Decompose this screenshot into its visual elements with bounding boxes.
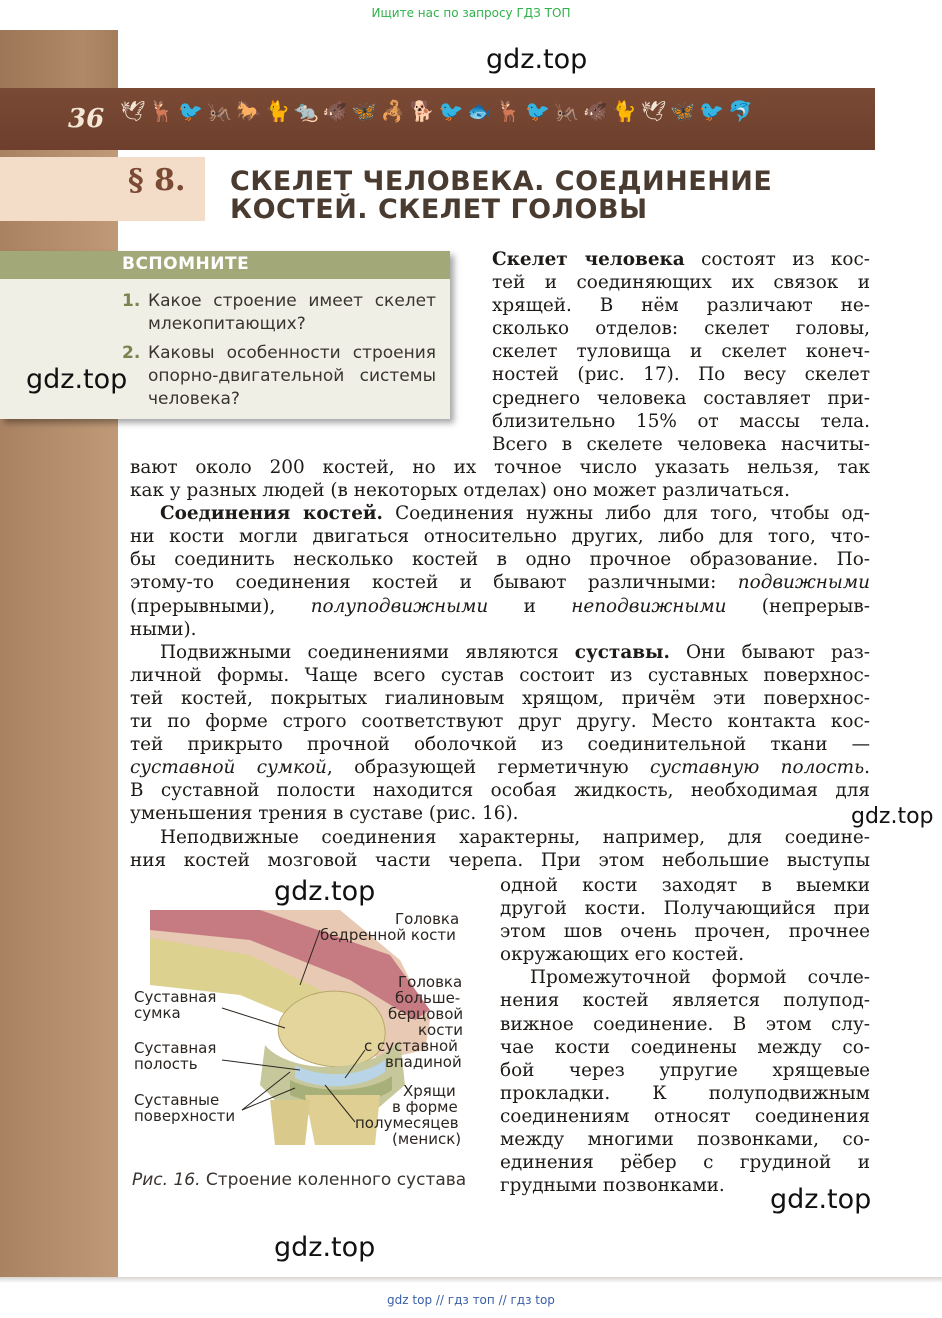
- text-line: нения костей является полупод-: [500, 990, 870, 1012]
- text-line: [492, 248, 870, 271]
- figure-label: сумка: [134, 1004, 181, 1022]
- text-line: личной формы. Чаще всего сустав состоит из суставных поверхнос-: [130, 664, 870, 686]
- text-line: хрящей. В нём различают не-: [492, 295, 870, 317]
- boar-icon: 🐗: [582, 99, 608, 123]
- text-fragment: состоят из кос-: [684, 249, 870, 270]
- text-fragment: .: [864, 757, 870, 779]
- paragraph-skeleton-intro: [492, 248, 870, 456]
- bold-term: Скелет человека: [492, 249, 685, 270]
- main-text-block: [130, 456, 870, 872]
- text-line: ностей (рис. 17). По весу скелет: [492, 364, 870, 386]
- text-fragment: (непрерыв-: [726, 595, 870, 617]
- remember-question: [122, 342, 436, 411]
- text-line: этом шов очень прочен, прочнее: [500, 921, 870, 943]
- italic-term: полуподвижными: [310, 595, 489, 617]
- text-fragment: и: [488, 595, 572, 617]
- text-fragment: Соединения нужны либо для того, чтобы од-: [382, 503, 870, 525]
- figure-label: берцовой: [388, 1005, 464, 1023]
- dolphin-icon: 🐬: [728, 99, 753, 123]
- text-line: Всего в скелете человека насчиты-: [492, 433, 870, 455]
- text-line: тей и соединяющих их связок и: [492, 272, 870, 294]
- remember-question: [122, 290, 436, 336]
- text-line: [130, 571, 870, 594]
- insect-icon: 🦗: [207, 99, 233, 123]
- text-line: грудными позвонками.: [500, 1175, 725, 1197]
- bold-term: Соединения костей.: [160, 503, 383, 525]
- text-line: единения рёбер с грудиной и: [500, 1152, 870, 1174]
- text-line: бой через упругие хрящевые: [500, 1059, 870, 1081]
- watermark: gdz.top: [274, 1232, 376, 1263]
- text-line: прокладки. К полуподвижным: [500, 1082, 870, 1104]
- figure-label: полумесяцев: [355, 1114, 459, 1132]
- cat-icon: 🐈: [265, 99, 290, 123]
- text-line: как у разных людей (в некоторых отделах) оно может различаться.: [130, 480, 791, 502]
- text-line: [130, 641, 870, 664]
- page-bottom-shadow: [0, 1277, 942, 1283]
- text-line: между многими позвонками, со-: [500, 1129, 870, 1151]
- text-line: Промежуточной формой сочле-: [530, 967, 870, 989]
- text-line: уменьшения трения в суставе (рис. 16).: [130, 803, 519, 825]
- watermark: gdz.top: [851, 804, 934, 829]
- question-text: Каковы особенности строения опорно-двигательной системы человека?: [148, 343, 436, 409]
- boar-icon: 🐗: [322, 99, 348, 123]
- text-line: Неподвижные соединения характерны, например, для соедине-: [160, 826, 870, 848]
- right-column-text: [500, 874, 870, 1197]
- italic-term: неподвижными: [571, 595, 727, 617]
- text-line: тей прикрыто прочной оболочкой из соединительной ткани —: [130, 734, 870, 756]
- text-line: ти по форме строго соответствуют друг другу. Место контакта кос-: [130, 711, 870, 733]
- bird-icon: 🐦: [525, 99, 551, 123]
- text-line: тей костей, покрытых гиалиновым хрящом, причём эти поверхнос-: [130, 687, 870, 709]
- bird-icon: 🐦: [699, 99, 724, 123]
- text-line: ния костей мозговой части черепа. При этом небольшие выступы: [130, 849, 870, 871]
- text-line: [130, 502, 870, 525]
- question-number: 2.: [122, 343, 141, 363]
- scorpion-icon: 🦂: [380, 99, 406, 123]
- text-fragment: (прерывными),: [130, 595, 311, 617]
- figure-label: Суставная: [134, 988, 217, 1006]
- text-line: соединениям относят соединения: [500, 1105, 870, 1127]
- bird-icon: 🐦: [438, 99, 464, 123]
- butterfly-icon: 🦋: [351, 99, 377, 123]
- remember-title: ВСПОМНИТЕ: [122, 254, 250, 274]
- butterfly-icon: 🦋: [670, 99, 696, 123]
- text-fragment: Подвижными соединениями являются: [160, 641, 575, 663]
- watermark: gdz.top: [486, 44, 588, 75]
- figure-label: Суставная: [134, 1039, 217, 1057]
- text-line: близительно 15% от массы тела.: [492, 410, 870, 432]
- figure-label: Суставные: [134, 1091, 220, 1109]
- bird-icon: 🕊: [120, 99, 146, 123]
- rat-icon: 🐀: [293, 99, 319, 123]
- text-fragment: , образующей герметичную: [326, 757, 650, 779]
- text-line: среднего человека составляет при-: [492, 387, 870, 409]
- text-line: ными).: [130, 618, 197, 640]
- text-line: одной кости заходят в выемки: [500, 875, 870, 896]
- text-line: В суставной полости находится особая жидкость, необходимая для: [130, 780, 870, 802]
- text-line: другой кости. Получающийся при: [500, 898, 870, 920]
- text-fragment: Они бывают раз-: [669, 641, 870, 663]
- watermark: gdz.top: [274, 876, 376, 907]
- page-number: 36: [68, 104, 105, 134]
- caption-prefix: Рис. 16.: [132, 1170, 201, 1190]
- section-number: § 8.: [128, 163, 186, 198]
- italic-term: суставной сумкой: [130, 757, 327, 779]
- text-line: вают около 200 костей, но их точное число указать нельзя, так: [130, 457, 870, 478]
- question-number: 1.: [122, 291, 141, 311]
- figure-label: с суставной: [364, 1037, 458, 1055]
- bird-icon: 🕊: [640, 99, 667, 123]
- text-line: бы соединить несколько костей в одно прочное образование. По-: [130, 549, 870, 571]
- figure-label: бедренной кости: [320, 926, 456, 944]
- text-line: ни кости могли двигаться относительно других, либо для того, что-: [130, 526, 870, 548]
- figure-label: Хрящи: [403, 1082, 456, 1100]
- text-line: окружающих его костей.: [500, 944, 745, 966]
- title-line-1: СКЕЛЕТ ЧЕЛОВЕКА. СОЕДИНЕНИЕ: [230, 166, 773, 197]
- watermark: gdz.top: [770, 1184, 872, 1215]
- text-line: [130, 595, 870, 618]
- caption-text: Строение коленного сустава: [200, 1170, 467, 1190]
- question-text: Какое строение имеет скелет млекопитающих?: [148, 291, 436, 334]
- text-line: чае кости соединены между со-: [500, 1036, 870, 1058]
- title-line-2: КОСТЕЙ. СКЕЛЕТ ГОЛОВЫ: [230, 194, 648, 225]
- deer-icon: 🦌: [496, 99, 522, 123]
- horse-icon: 🐎: [236, 99, 262, 123]
- watermark: gdz.top: [26, 364, 128, 395]
- animal-silhouettes-ornament: [120, 96, 840, 126]
- figure-label: (мениск): [392, 1130, 462, 1148]
- text-line: скелет туловища и скелет конеч-: [492, 341, 870, 363]
- figure-label: поверхности: [134, 1107, 236, 1125]
- italic-term: суставную полость: [649, 757, 865, 779]
- bold-term: суставы.: [574, 641, 670, 663]
- figure-label: кости: [418, 1021, 463, 1039]
- figure-label: впадиной: [385, 1053, 462, 1071]
- fish-icon: 🐟: [467, 99, 493, 123]
- text-line: сколько отделов: скелет головы,: [492, 318, 870, 340]
- bird-icon: 🐦: [178, 99, 204, 123]
- dog-icon: 🐕: [409, 99, 435, 123]
- figure-label: в форме: [392, 1098, 458, 1116]
- insect-icon: 🦗: [554, 99, 579, 123]
- text-fragment: этому-то соединения костей и бывают различными:: [130, 572, 738, 594]
- figure-label: полость: [134, 1055, 198, 1073]
- text-line: [130, 756, 870, 779]
- figure-label: больше-: [395, 989, 461, 1007]
- deer-icon: 🦌: [149, 99, 175, 123]
- header-search-note[interactable]: Ищите нас по запросу ГДЗ ТОП: [371, 6, 571, 20]
- cat-icon: 🐈: [611, 99, 637, 123]
- italic-term: подвижными: [737, 572, 870, 594]
- text-line: вижное соединение. В этом слу-: [500, 1013, 870, 1035]
- footer-links[interactable]: gdz top // гдз топ // гдз top: [387, 1293, 555, 1307]
- page-title: [230, 168, 772, 224]
- figure-caption: [132, 1170, 466, 1190]
- figure-label: Головка: [395, 910, 460, 928]
- knee-joint-figure: [130, 900, 475, 1160]
- figure-label: Головка: [398, 973, 463, 991]
